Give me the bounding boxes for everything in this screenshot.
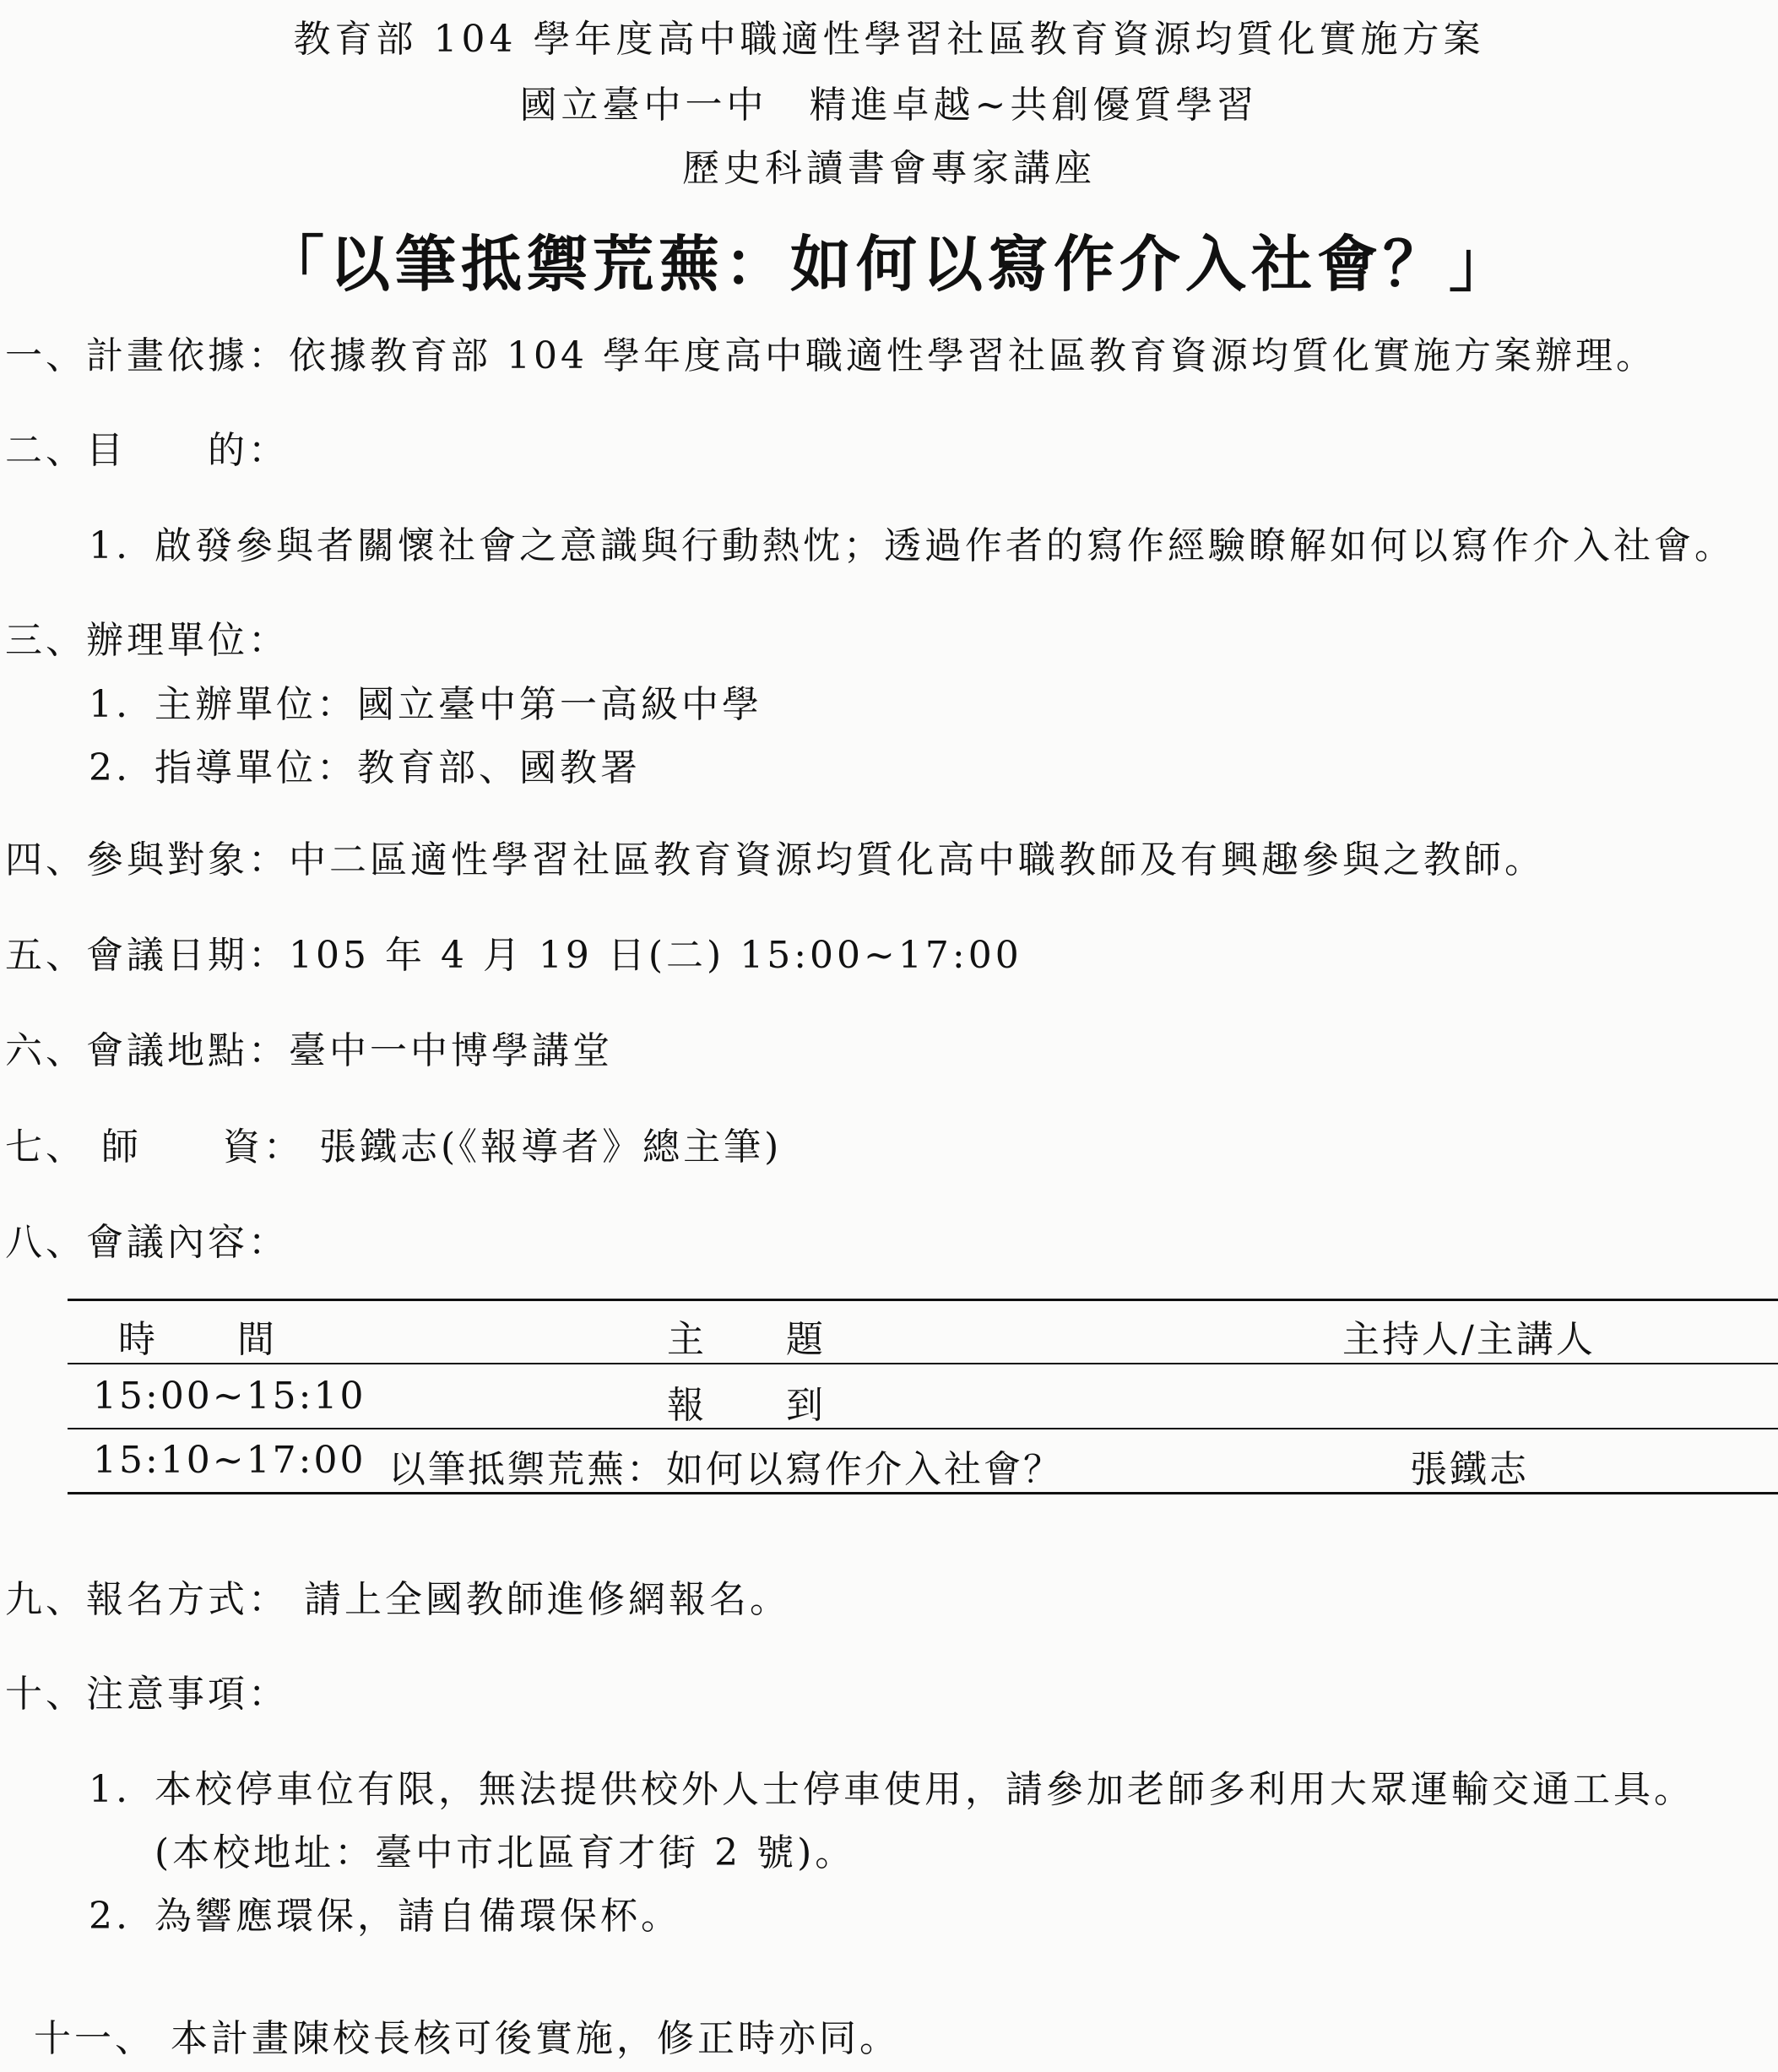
section-9-registration: 九、報名方式： 請上全國教師進修網報名。	[5, 1578, 790, 1621]
section-10-item-1	[89, 1759, 1694, 1813]
item-number: 1.	[89, 524, 131, 567]
item-number: 1.	[89, 683, 131, 726]
table-cell-time: 15:10~17:00	[93, 1439, 366, 1482]
section-8-content: 八、會議內容：	[5, 1221, 289, 1264]
section-6-venue: 六、會議地點：臺中一中博學講堂	[5, 1029, 613, 1072]
header-line-1: 教育部 104 學年度高中職適性學習社區教育資源均質化實施方案	[293, 18, 1485, 61]
section-10-item-1-address: (本校地址：臺中市北區育才街 2 號)。	[154, 1831, 856, 1874]
section-5-date: 五、會議日期：105 年 4 月 19 日(二) 15:00~17:00	[5, 934, 1022, 977]
table-cell-host: 張鐵志	[1410, 1448, 1529, 1491]
table-bottom-rule	[68, 1492, 1778, 1494]
item-text: 本校停車位有限，無法提供校外人士停車使用，請參加老師多利用大眾運輸交通工具。	[154, 1768, 1694, 1811]
item-number: 2.	[89, 746, 131, 789]
section-2-purpose: 二、目 的：	[5, 429, 289, 472]
table-cell-topic: 以筆抵禦荒蕪：如何以寫作介入社會？	[388, 1448, 1063, 1491]
item-text: 主辦單位：國立臺中第一高級中學	[154, 683, 762, 726]
section-10-item-2	[89, 1885, 681, 1939]
section-2-item-1	[89, 515, 1735, 569]
header-line-2: 國立臺中一中 精進卓越~共創優質學習	[519, 84, 1259, 127]
section-7-speaker: 七、 師 資： 張鐵志(《報導者》總主筆)	[5, 1125, 783, 1169]
table-cell-time: 15:00~15:10	[93, 1375, 366, 1418]
section-11-approval: 十一、 本計畫陳校長核可後實施，修正時亦同。	[34, 2017, 900, 2060]
document-title: 「以筆抵禦荒蕪：如何以寫作介入社會？」	[263, 229, 1515, 300]
header-line-3: 歷史科讀書會專家講座	[682, 147, 1096, 190]
section-1-basis: 一、計畫依據：依據教育部 104 學年度高中職適性學習社區教育資源均質化實施方案辦理。	[5, 334, 1656, 377]
table-header-host: 主持人/主講人	[1342, 1318, 1596, 1361]
table-row-rule	[68, 1428, 1778, 1429]
item-text: 指導單位：教育部、國教署	[154, 746, 641, 789]
item-number: 1.	[89, 1768, 131, 1811]
section-3-organizers: 三、辦理單位：	[5, 619, 289, 662]
section-3-item-1	[89, 674, 762, 728]
item-text: 啟發參與者關懷社會之意識與行動熱忱；透過作者的寫作經驗瞭解如何以寫作介入社會。	[154, 524, 1735, 567]
item-text: 為響應環保，請自備環保杯。	[154, 1895, 681, 1938]
section-3-item-2	[89, 737, 641, 791]
section-10-notes: 十、注意事項：	[5, 1673, 289, 1716]
section-4-participants: 四、參與對象：中二區適性學習社區教育資源均質化高中職教師及有興趣參與之教師。	[5, 838, 1545, 881]
table-cell-topic: 報 到	[667, 1384, 826, 1427]
table-header-topic: 主 題	[667, 1318, 826, 1361]
item-number: 2.	[89, 1895, 131, 1938]
table-top-rule	[68, 1299, 1778, 1301]
table-header-rule	[68, 1363, 1778, 1364]
table-header-time: 時 間	[118, 1318, 277, 1361]
